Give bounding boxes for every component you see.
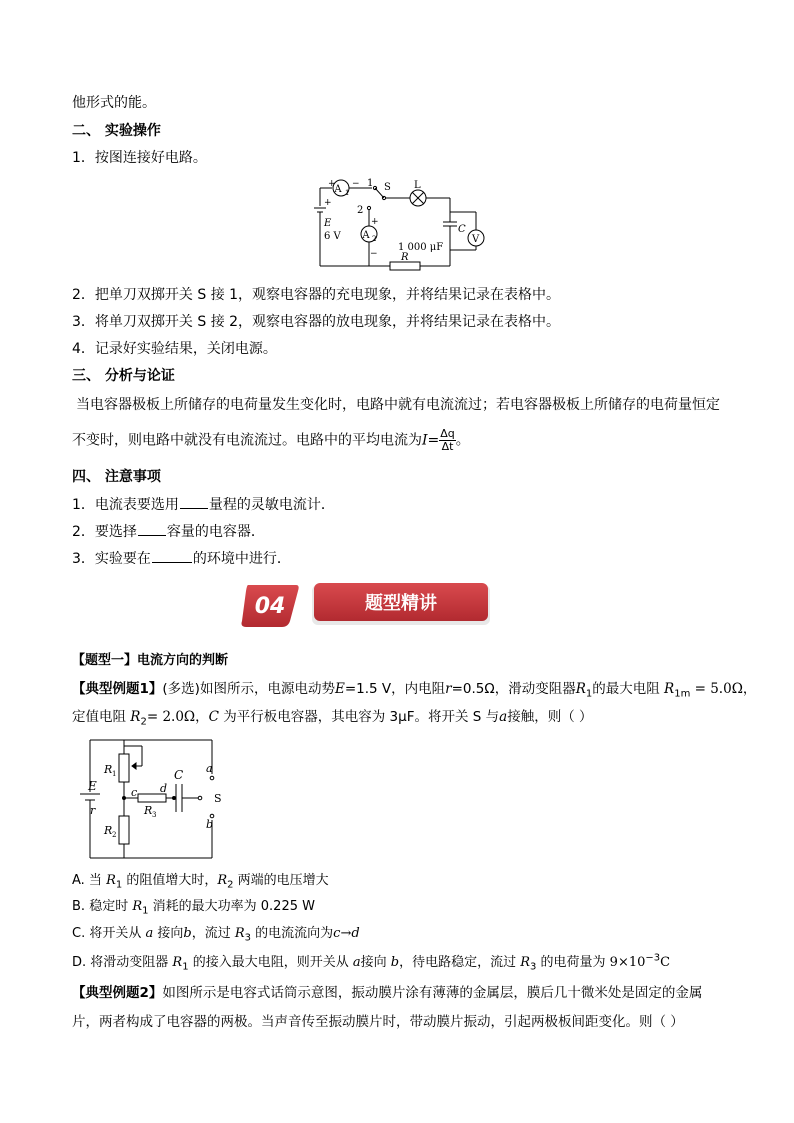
option-a-text-1: 当: [84, 873, 107, 888]
ex1-var-E: E: [334, 681, 345, 697]
capacitor-label: C: [458, 224, 466, 235]
ex1-var-C: C: [208, 709, 219, 725]
option-c-text-4: 的电流流向为: [251, 926, 334, 941]
option-b-R1-sub: 1: [142, 905, 149, 917]
option-d-R3-sub: 3: [530, 961, 537, 973]
intro-tail-text: 他形式的能。: [72, 95, 156, 111]
switch-pos1: 1: [367, 178, 374, 189]
note2-prefix: 2．要选择: [72, 524, 137, 540]
note1-blank[interactable]: [180, 494, 208, 509]
ammeter2-sub: 2: [372, 235, 377, 243]
option-a[interactable]: [72, 871, 329, 891]
option-a-R2-sub: 2: [227, 879, 234, 891]
option-c-R3-sub: 3: [244, 932, 252, 944]
emf-label: E: [324, 218, 332, 229]
banner-number: 04: [254, 594, 286, 619]
formula-period: 。: [455, 432, 470, 449]
option-c-label: C.: [72, 926, 86, 941]
section3-heading: 三、 分析与论证: [72, 368, 175, 384]
section3-para-line2: [72, 428, 470, 453]
option-c-flow: c→d: [333, 926, 360, 941]
formula-lhs: I: [422, 432, 428, 449]
example1-label: 【典型例题1】: [72, 681, 163, 697]
formula-fraction: [439, 428, 456, 453]
option-d-label: D.: [72, 955, 87, 970]
ex1-var-a: a: [499, 709, 508, 725]
voltmeter-label: V: [472, 234, 480, 245]
ammeter2-plus: +: [371, 217, 379, 227]
option-b-text-2: 消耗的最大功率为 0.225 W: [148, 899, 315, 914]
ex1-line2-text-d: 接触，则（ ）: [507, 709, 593, 725]
ex1-text-a: (多选)如图所示，电源电动势: [162, 681, 335, 697]
battery-plus: +: [324, 198, 332, 208]
section2-heading: 二、 实验操作: [72, 123, 161, 139]
ammeter1-minus: −: [352, 179, 360, 189]
c2-R2-sub: 2: [112, 831, 117, 839]
option-c[interactable]: [72, 924, 360, 944]
formula-eq: =: [427, 432, 440, 449]
ex1-text-d: 的最大电阻: [592, 681, 660, 697]
option-d-text-3: 接向: [360, 955, 391, 970]
option-a-text-2: 的阻值增大时，: [122, 873, 218, 888]
example1-line1: [72, 679, 756, 699]
option-c-var-b: b: [183, 926, 192, 941]
voltage-label: 6 V: [324, 231, 341, 242]
c2-R3: R: [144, 804, 153, 817]
option-b-text-1: 稳定时: [85, 899, 133, 914]
ex1-var-R1-sub: 1: [585, 688, 593, 700]
option-d-R3: R: [520, 955, 531, 970]
ex1-var-R1: R: [575, 681, 586, 697]
option-a-text-3: 两端的电压增大: [233, 873, 329, 888]
ex1-line2-text-c: 为平行板电容器，其电容为 3μF。将开关 S 与: [218, 709, 500, 725]
note1: [72, 494, 335, 515]
note3-prefix: 3．实验要在: [72, 551, 151, 567]
ammeter2-label: A: [362, 230, 370, 241]
option-a-R1: R: [106, 873, 116, 888]
ammeter1-label: A: [334, 184, 342, 195]
option-c-text-2: 接向: [153, 926, 184, 941]
switch-label: S: [384, 182, 391, 193]
option-d-text-5: 的电荷量为 9×10: [536, 955, 646, 970]
option-b-R1: R: [132, 899, 143, 914]
c2-a: a: [206, 762, 213, 775]
ex1-var-R2-sub: 2: [140, 716, 147, 728]
note2-suffix: 容量的电容器．: [166, 524, 265, 540]
example2-label: 【典型例题2】: [72, 985, 163, 1001]
option-c-text-3: ，流过: [191, 926, 235, 941]
ex1-var-r: r: [445, 681, 452, 697]
c2-C: C: [174, 768, 184, 782]
c2-R3-sub: 3: [152, 811, 157, 819]
note1-prefix: 1．电流表要选用: [72, 497, 179, 513]
ex1-var-R1m: R: [664, 681, 675, 697]
c2-node-d: d: [160, 782, 168, 795]
lamp-label: L: [414, 180, 421, 191]
option-b[interactable]: [72, 897, 315, 917]
capacitance-label: 1 000 μF: [398, 242, 444, 253]
option-d-text-1: 将滑动变阻器: [86, 955, 173, 970]
example1-line2: [72, 707, 593, 727]
option-c-R3: R: [234, 926, 245, 941]
ammeter2-minus: −: [370, 249, 378, 259]
option-a-label: A.: [72, 873, 85, 888]
option-d-var-b: b: [390, 955, 400, 970]
ex1-line2-text-b: = 2.0Ω，: [146, 709, 209, 725]
c2-R1-sub: 1: [112, 770, 117, 778]
section4-heading: 四、 注意事项: [72, 469, 161, 485]
circuit-diagram-2: [74, 736, 224, 862]
option-c-text-1: 将开关从: [85, 926, 146, 941]
step1-text: 1．按图连接好电路。: [72, 150, 207, 166]
option-d-text-4: ，待电路稳定，流过: [399, 955, 521, 970]
ex1-text-c: =0.5Ω，滑动变阻器: [451, 681, 576, 697]
c2-S: S: [214, 792, 222, 805]
example2-line2: 片，两者构成了电容器的两极。当声音传至振动膜片时，带动膜片振动，引起两极板间距变化。则（ ）: [72, 1014, 684, 1030]
note2-blank[interactable]: [138, 521, 166, 536]
step3-text: 3．将单刀双掷开关 S 接 2，观察电容器的放电现象，并将结果记录在表格中。: [72, 314, 561, 330]
example2-text-1: 如图所示是电容式话筒示意图，振动膜片涂有薄薄的金属层，膜后几十微米处是固定的金属: [162, 985, 703, 1001]
resistor-label: R: [401, 252, 409, 263]
option-d[interactable]: [72, 953, 670, 973]
c2-E: E: [88, 779, 97, 793]
note1-suffix: 量程的灵敏电流计．: [208, 497, 335, 513]
circuit-diagram-1: [312, 176, 492, 272]
option-b-label: B.: [72, 899, 86, 914]
note3-suffix: 的环境中进行．: [192, 551, 291, 567]
banner-title: 题型精讲: [365, 593, 437, 614]
option-a-R2: R: [217, 873, 228, 888]
option-d-unit: C: [660, 955, 671, 970]
switch-pos2: 2: [357, 205, 364, 216]
ammeter1-plus: +: [328, 179, 336, 189]
ex1-text-e: = 5.0Ω，: [690, 681, 757, 697]
note2: [72, 521, 265, 542]
c2-R2: R: [104, 824, 113, 837]
c2-node-c: c: [131, 786, 138, 799]
step4-text: 4．记录好实验结果，关闭电源。: [72, 341, 277, 357]
option-a-R1-sub: 1: [115, 879, 123, 891]
example2-line1: [72, 983, 702, 1003]
ex1-line2-text-a: 定值电阻: [72, 709, 131, 725]
option-c-var-a: a: [145, 926, 154, 941]
c2-b: b: [206, 818, 214, 831]
note3: [72, 548, 291, 569]
option-d-exponent: −3: [645, 952, 661, 964]
step2-text: 2．把单刀双掷开关 S 接 1，观察电容器的充电现象，并将结果记录在表格中。: [72, 287, 561, 303]
section3-para-line1: 当电容器极板上所储存的电荷量发生变化时，电路中就有电流流过；若电容器极板上所储存的电荷量恒定: [76, 397, 720, 413]
option-d-text-2: 的接入最大电阻，则开关从: [188, 955, 353, 970]
option-d-R1-sub: 1: [182, 961, 189, 973]
note3-blank[interactable]: [152, 548, 192, 563]
option-d-var-a: a: [352, 955, 361, 970]
c2-R1: R: [104, 763, 113, 776]
c2-r: r: [90, 804, 96, 817]
type1-heading: 【题型一】电流方向的判断: [72, 653, 229, 668]
formula-denominator: Δt: [441, 440, 454, 453]
ex1-var-R2: R: [130, 709, 141, 725]
para-line2-text: 不变时，则电路中就没有电流流过。电路中的平均电流为: [72, 432, 422, 449]
formula-numerator: Δq: [440, 427, 455, 440]
ex1-var-R1m-sub: 1m: [674, 688, 691, 700]
option-d-R1: R: [172, 955, 183, 970]
ex1-text-b: =1.5 V，内电阻: [344, 681, 446, 697]
ammeter1-sub: 1: [345, 189, 350, 197]
section-banner: [240, 581, 492, 629]
